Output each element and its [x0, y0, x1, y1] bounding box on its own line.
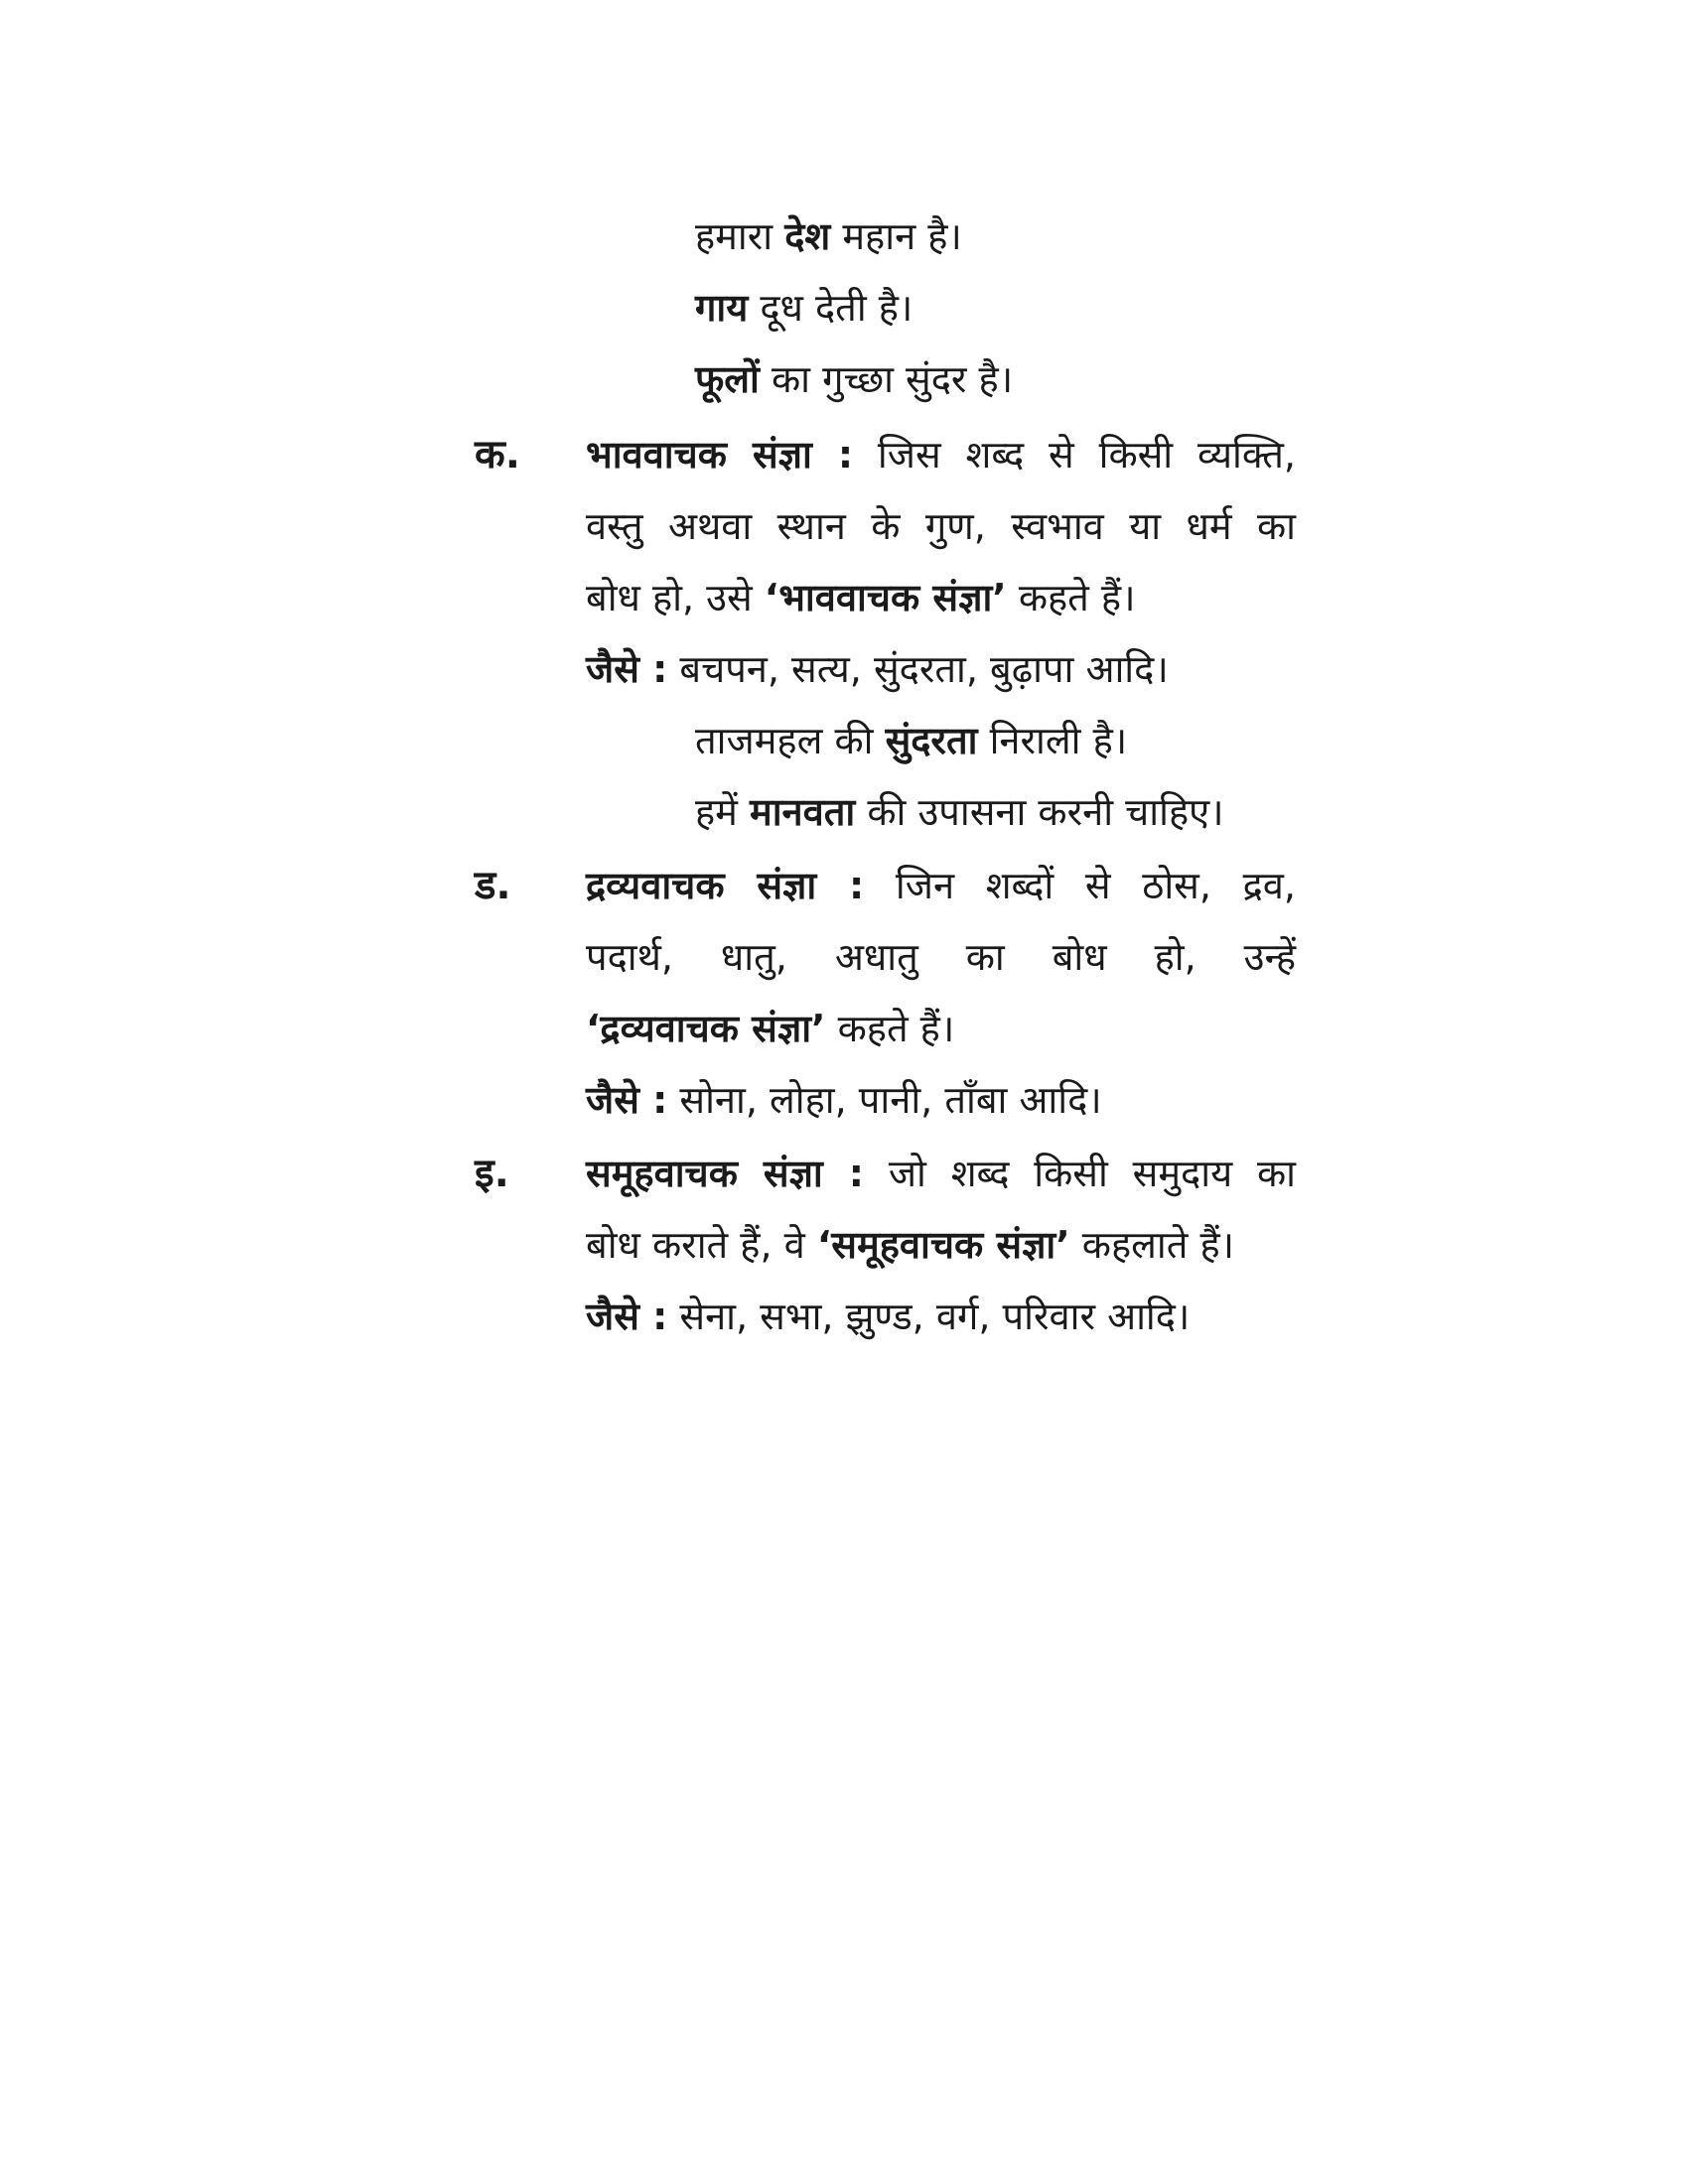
- section-ka-line-3-post: कहते हैं।: [1006, 576, 1136, 619]
- section-ka-term: भाववाचक संज्ञा :: [586, 433, 854, 477]
- section-i-line-2-bold: ‘समूहवाचक संज्ञा’: [816, 1223, 1070, 1267]
- section-ka-line-1: [586, 425, 1296, 484]
- section-ka-example-label: जैसे :: [586, 647, 668, 691]
- section-i-example-text: सेना, सभा, झुण्ड, वर्ग, परिवार आदि।: [667, 1295, 1191, 1338]
- intro-example-1-bold: देश: [784, 214, 831, 258]
- section-ka-marker: क.: [475, 432, 520, 478]
- section-da-example-label: जैसे :: [586, 1078, 668, 1122]
- intro-example-1-post: महान है।: [830, 214, 962, 258]
- section-da-line-3-post: कहते हैं।: [825, 1007, 955, 1050]
- section-ka-line-2: वस्तु अथवा स्थान के गुण, स्वभाव या धर्म का: [586, 504, 1296, 548]
- section-ka-line-3-pre: बोध हो, उसे: [586, 576, 765, 619]
- section-ka-sentence-2-bold: मानवता: [749, 790, 856, 834]
- intro-example-2-bold: गाय: [695, 286, 749, 330]
- section-da-marker: ड.: [475, 863, 511, 908]
- section-ka-line-3: [586, 568, 1136, 627]
- section-i-example-label: जैसे :: [586, 1295, 668, 1338]
- section-i-line-1-rest: जो शब्द किसी समुदाय का: [863, 1152, 1296, 1195]
- section-ka-sentence-2-post: की उपासना करनी चाहिए।: [855, 790, 1224, 834]
- section-da-example: [586, 1070, 1102, 1130]
- intro-example-3-bold: फूलों: [695, 357, 760, 401]
- section-da-example-text: सोना, लोहा, पानी, ताँबा आदि।: [667, 1078, 1102, 1122]
- section-ka-sentence-2-pre: हमें: [695, 790, 750, 834]
- section-i-line-2: [586, 1215, 1234, 1275]
- section-ka-example: [586, 639, 1169, 699]
- section-ka-sentence-1-bold: सुंदरता: [885, 719, 978, 762]
- intro-example-1-pre: हमारा: [695, 214, 785, 258]
- section-i-line-1: [586, 1144, 1296, 1203]
- section-ka-sentence-1-pre: ताजमहल की: [695, 719, 886, 762]
- section-da-line-1-rest: जिन शब्दों से ठोस, द्रव,: [864, 864, 1296, 907]
- section-da-line-1: [586, 856, 1296, 915]
- intro-example-1: [695, 206, 962, 266]
- section-ka-line-1-rest: जिस शब्द से किसी व्यक्ति,: [853, 433, 1296, 477]
- intro-example-2-post: दूध देती है।: [748, 286, 914, 330]
- section-ka-example-text: बचपन, सत्य, सुंदरता, बुढ़ापा आदि।: [667, 647, 1169, 691]
- intro-example-3: [695, 349, 1013, 409]
- section-ka-sentence-1: [695, 711, 1127, 770]
- section-da-line-3-bold: ‘द्रव्यवाचक संज्ञा’: [586, 1007, 826, 1050]
- section-i-term: समूहवाचक संज्ञा :: [586, 1152, 864, 1195]
- section-ka-line-3-bold: ‘भाववाचक संज्ञा’: [764, 576, 1007, 619]
- section-i-example: [586, 1287, 1190, 1346]
- intro-example-2: [695, 278, 913, 338]
- section-i-line-2-pre: बोध कराते हैं, वे: [586, 1223, 817, 1267]
- section-ka-sentence-2: [695, 782, 1224, 842]
- intro-example-3-post: का गुच्छा सुंदर है।: [759, 357, 1014, 401]
- section-da-term: द्रव्यवाचक संज्ञा :: [586, 864, 865, 907]
- section-ka-sentence-1-post: निराली है।: [977, 719, 1128, 762]
- section-i-line-2-post: कहलाते हैं।: [1069, 1223, 1235, 1267]
- section-da-line-2: पदार्थ, धातु, अधातु का बोध हो, उन्हें: [586, 935, 1296, 979]
- section-i-marker: इ.: [475, 1151, 509, 1196]
- section-da-line-3: [586, 999, 954, 1058]
